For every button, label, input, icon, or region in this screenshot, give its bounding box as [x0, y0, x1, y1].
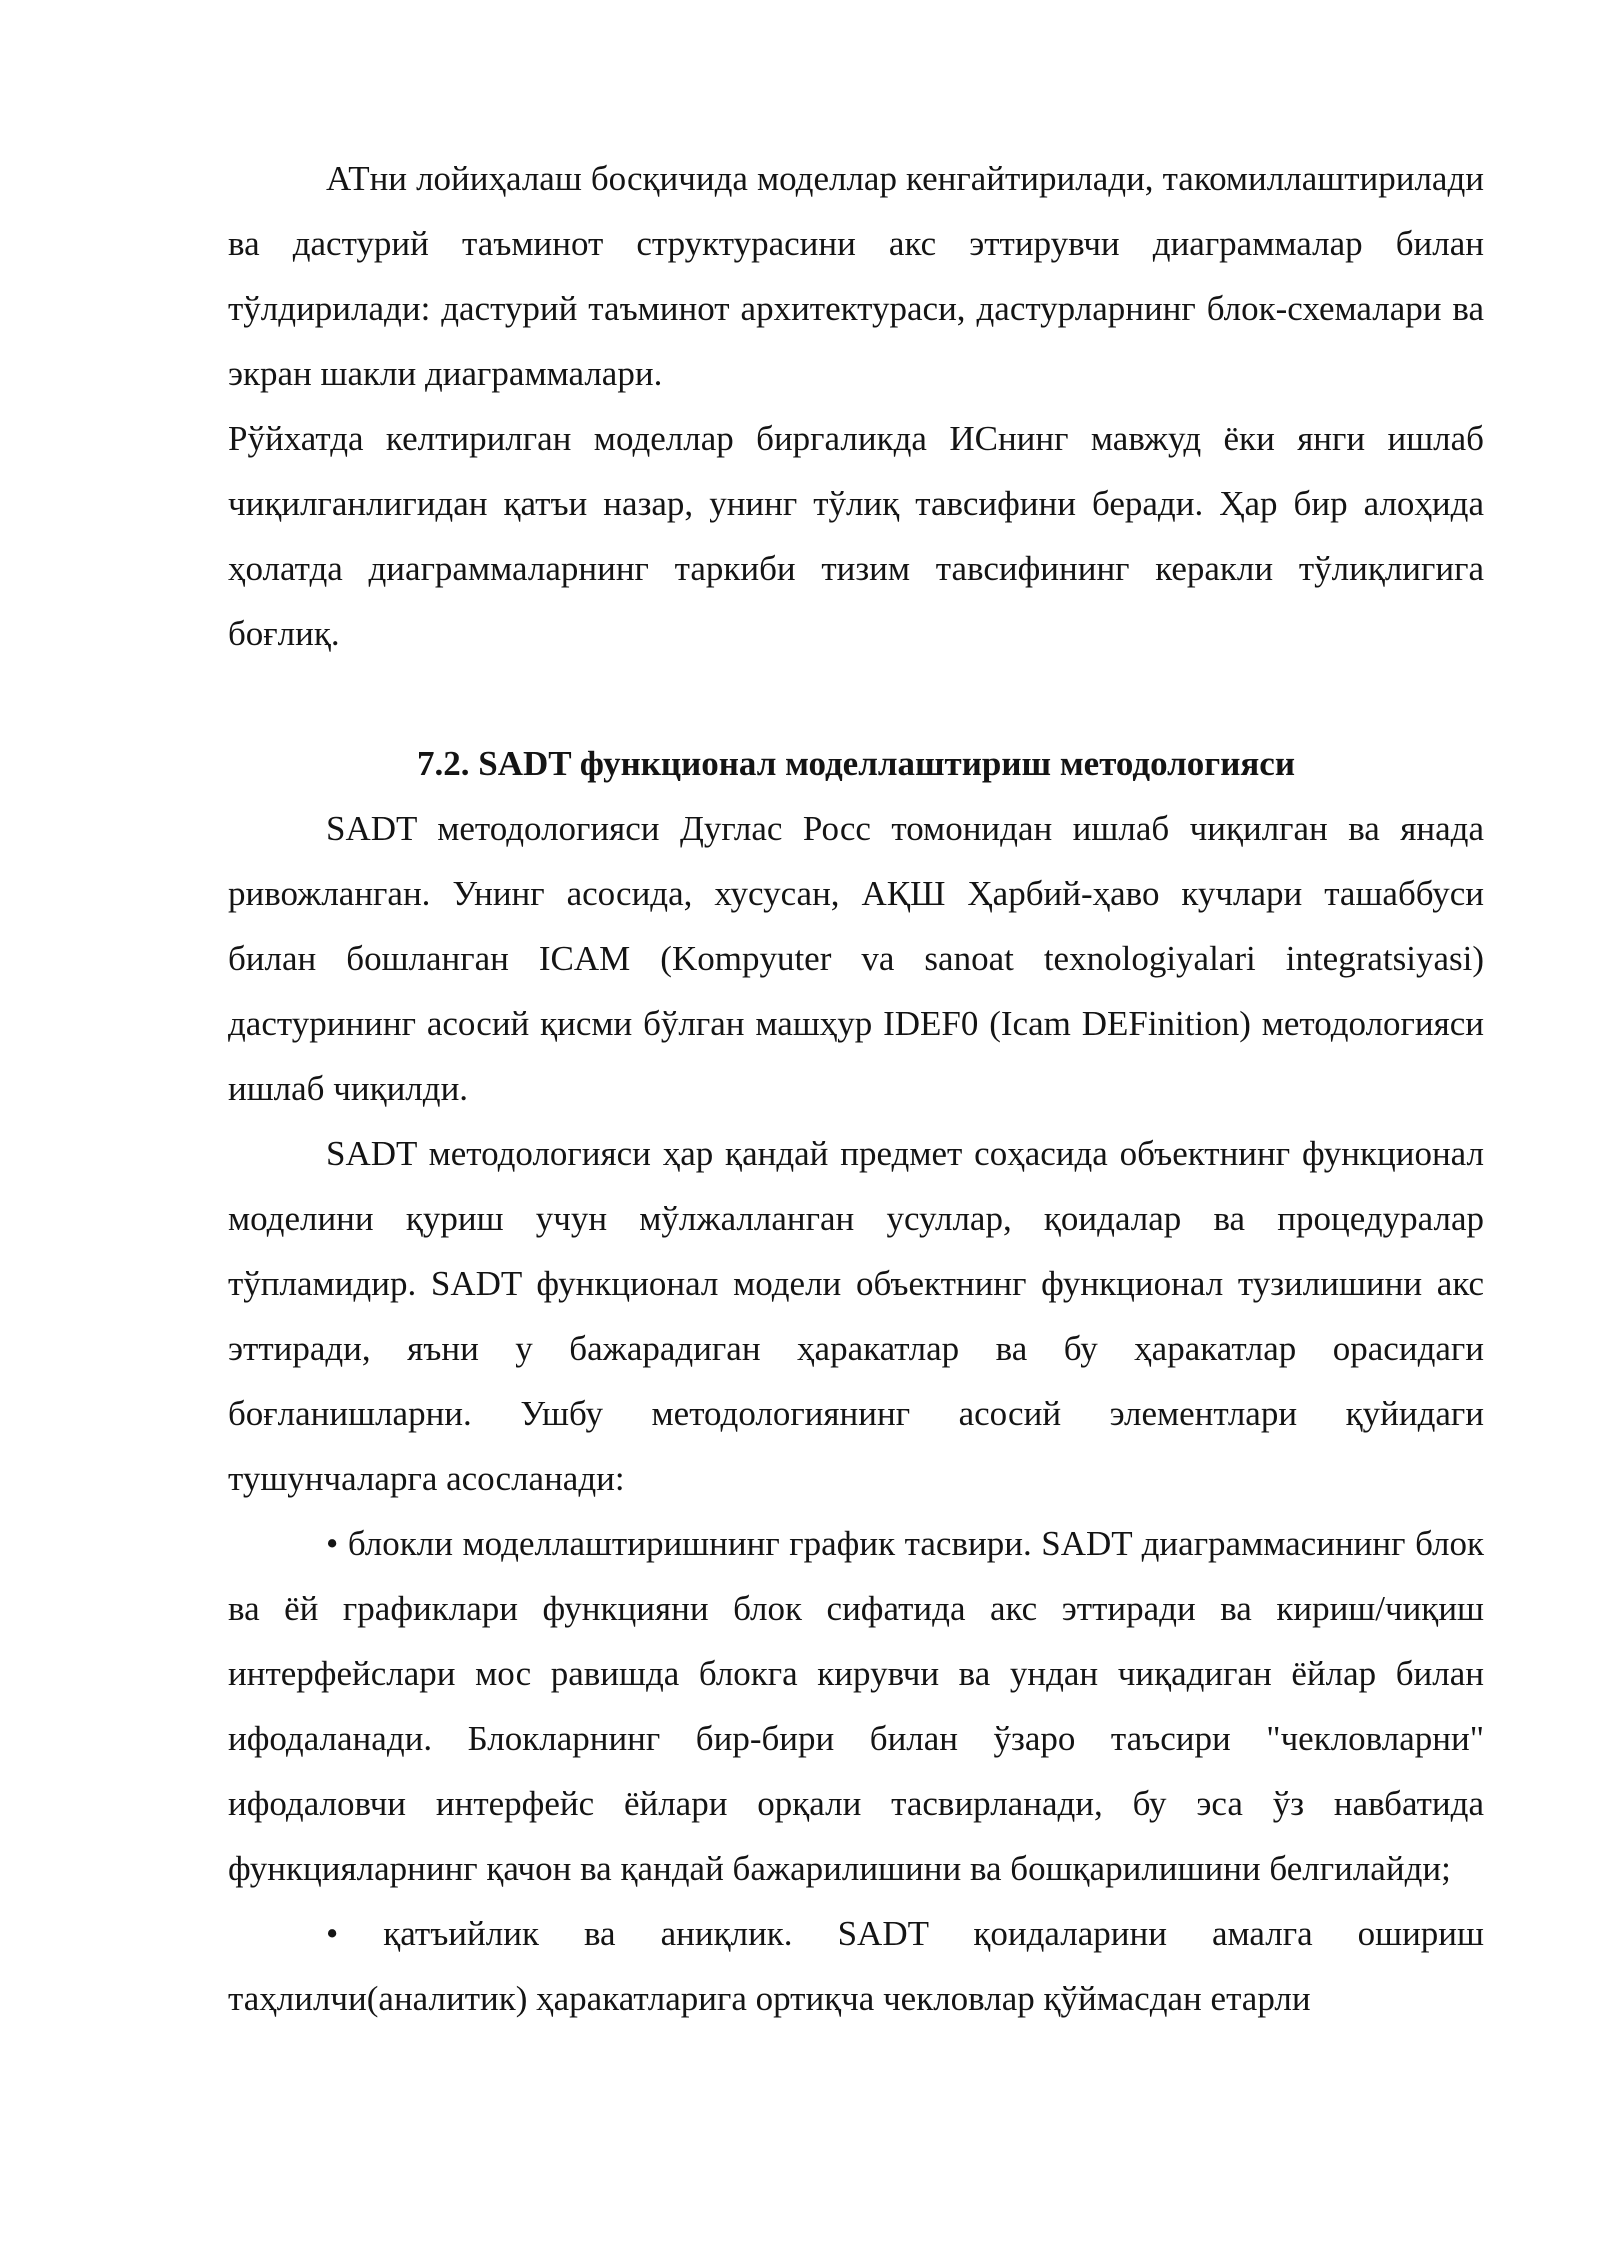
paragraph-models-list: Рўйхатда келтирилган моделлар биргаликда ИСнинг мавжуд ёки янги ишлаб чиқилганлигидан қатъи назар, унинг тўлиқ тавсифини беради. Ҳар бир алоҳида ҳолатда диаграммаларнинг таркиби тизим тавсифининг керакли тўлиқлигига боғлиқ.: [228, 419, 1484, 653]
paragraph-design-stage: АТни лойиҳалаш босқичида моделлар кенгайтирилади, такомиллаштирилади ва дастурий таъминот структурасини акс эттирувчи диаграммалар билан тўлдирилади: дастурий таъминот архитектураси, дастурларнинг блок-схемалари ва экран шакли диаграммалари.: [228, 159, 1484, 393]
section-heading: 7.2. SADT функционал моделлаштириш методологияси: [417, 744, 1295, 783]
section-spacer: [228, 666, 1484, 731]
document-body: [228, 146, 1484, 2031]
paragraph-bullet-graphic: • блокли моделлаштиришнинг график тасвири. SADT диаграммасининг блок ва ёй графиклари функцияни блок сифатида акс эттиради ва кириш/чиқиш интерфейслари мос равишда блокга кирувчи ва ундан чиқадиган ёйлар билан ифодаланади. Блокларнинг бир-бири билан ўзаро таъсири "чекловларни" ифодаловчи интерфейс ёйлари орқали тасвирланади, бу эса ўз навбатида функцияларнинг қачон ва қандай бажарилишини ва бошқарилишини белгилайди;: [228, 1524, 1484, 1888]
paragraph-sadt-origin: SADT методологияси Дуглас Росс томонидан ишлаб чиқилган ва янада ривожланган. Унинг асосида, хусусан, АҚШ Ҳарбий-ҳаво кучлари ташаббуси билан бошланган ICAM (Kompyuter va sanoat texnologiyalari integratsiyasi) дастурининг асосий қисми бўлган машҳур IDEF0 (Icam DEFinition) методологияси ишлаб чиқилди.: [228, 809, 1484, 1108]
paragraph-sadt-definition: SADT методологияси ҳар қандай предмет соҳасида объектнинг функционал моделини қуриш учун мўлжалланган усуллар, қоидалар ва процедуралар тўпламидир. SADT функционал модели объектнинг функционал тузилишини акс эттиради, яъни у бажарадиган ҳаракатлар ва бу ҳаракатлар орасидаги боғланишларни. Ушбу методологиянинг асосий элементлари қуйидаги тушунчаларга асосланади:: [228, 1134, 1484, 1498]
paragraph-bullet-rigor: • қатъийлик ва аниқлик. SADT қоидаларини амалга ошириш таҳлилчи(аналитик) ҳаракатларига ортиқча чекловлар қўймасдан етарли: [228, 1914, 1484, 2018]
